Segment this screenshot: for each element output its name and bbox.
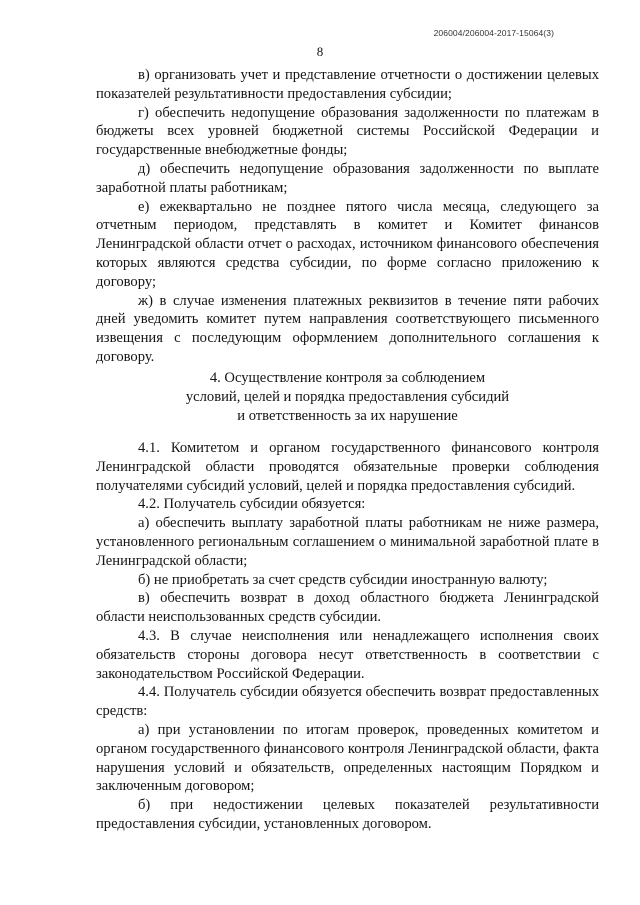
paragraph-zh: ж) в случае изменения платежных реквизитов в течение пяти рабочих дней уведомить комитет путем направления соответствующего письменного извещения с последующим оформлением дополнительного соглашения к договору.: [96, 292, 599, 365]
obligations-list: [96, 66, 599, 367]
document-id: 206004/206004-2017-15064(3): [433, 28, 554, 38]
paragraph-v: в) организовать учет и представление отчетности о достижении целевых показателей результативности предоставления субсидии;: [96, 67, 599, 102]
section-heading-line-3: и ответственность за их нарушение: [237, 407, 458, 424]
clause-4-1: 4.1. Комитетом и органом государственного финансового контроля Ленинградской области проводятся обязательные проверки соблюдения получателями субсидий условий, целей и порядка предоставления субсидий.: [96, 440, 599, 494]
clause-4-2-b: б) не приобретать за счет средств субсидии иностранную валюту;: [138, 571, 548, 588]
paragraph-d: д) обеспечить недопущение образования задолженности по выплате заработной платы работникам;: [96, 160, 599, 196]
clause-4-2-a: а) обеспечить выплату заработной платы работникам не ниже размера, установленного региональным соглашением о минимальной заработной плате в Ленинградской области;: [96, 515, 599, 569]
clause-4-3: 4.3. В случае неисполнения или ненадлежащего исполнения своих обязательств стороны договора несут ответственность в соответствии с законодательством Российской Федерации.: [96, 627, 599, 682]
clause-4-4: 4.4. Получатель субсидии обязуется обеспечить возврат предоставленных средств:: [96, 684, 599, 720]
section-heading-line-2: условий, целей и порядка предоставления субсидий: [185, 388, 510, 405]
section-4-heading: [96, 369, 599, 425]
section-4-body: [96, 439, 599, 834]
clause-4-2-v: в) обеспечить возврат в доход областного бюджета Ленинградской области неиспользованных средств субсидии.: [96, 590, 599, 626]
paragraph-g: г) обеспечить недопущение образования задолженности по платежам в бюджеты всех уровней бюджетной системы Российской Федерации и государственные внебюджетные фонды;: [96, 104, 599, 159]
clause-4-2: 4.2. Получатель субсидии обязуется:: [138, 496, 366, 513]
paragraph-e: е) ежеквартально не позднее пятого числа месяца, следующего за отчетным периодом, представлять в комитет и Комитет финансов Ленинградской области отчет о расходах, источником финансового обеспечения которых являются средства субсидии, по форме согласно приложению к договору;: [96, 198, 599, 290]
clause-4-4-a: а) при установлении по итогам проверок, проведенных комитетом и органом государственного финансового контроля Ленинградской области, факта нарушения условий и обязательств, определенных настоящим Порядком и заключенным договором;: [96, 721, 599, 795]
page-number: 8: [316, 44, 324, 59]
clause-4-4-b: б) при недостижении целевых показателей результативности предоставления субсидии, установленных договором.: [96, 797, 599, 832]
section-heading-line-1: 4. Осуществление контроля за соблюдением: [209, 370, 486, 386]
